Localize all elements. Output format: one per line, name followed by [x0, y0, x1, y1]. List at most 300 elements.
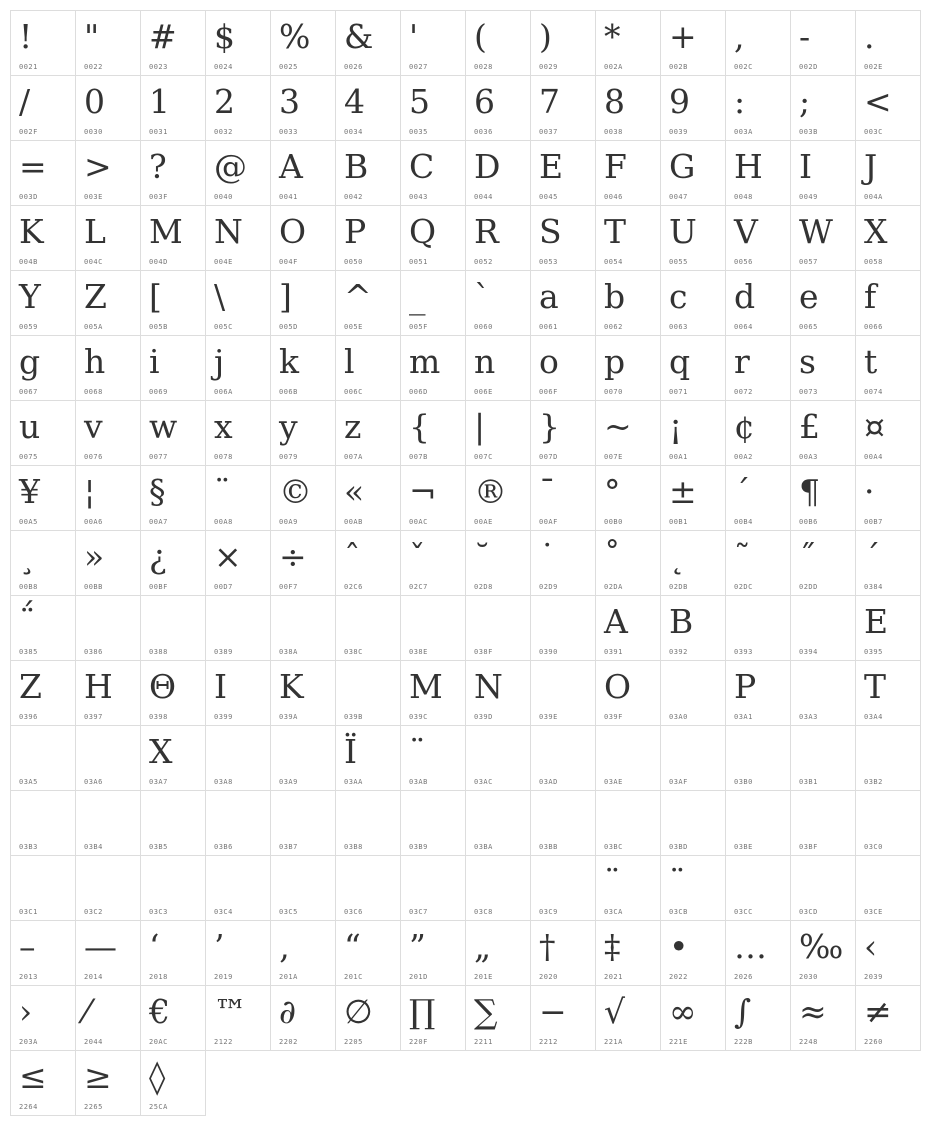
- glyph-character: √: [604, 992, 626, 1031]
- glyph-character: Τ: [864, 667, 887, 706]
- glyph-codepoint: 2248: [799, 1038, 818, 1046]
- glyph-codepoint: 00B1: [669, 518, 688, 526]
- glyph-character: W: [799, 212, 833, 251]
- glyph-character: ∏: [409, 992, 436, 1031]
- glyph-character: ±: [669, 472, 697, 511]
- glyph-codepoint: 03AE: [604, 778, 623, 786]
- glyph-codepoint: 005E: [344, 323, 363, 331]
- glyph-character: °: [604, 472, 621, 511]
- glyph-cell: [206, 986, 271, 1051]
- glyph-character: q: [669, 342, 691, 381]
- glyph-character: o: [539, 342, 559, 381]
- glyph-cell: [401, 986, 466, 1051]
- glyph-cell: [596, 531, 661, 596]
- glyph-character: ?: [149, 147, 167, 186]
- glyph-cell: [466, 271, 531, 336]
- glyph-character: ◊: [149, 1057, 166, 1096]
- glyph-codepoint: 02D8: [474, 583, 493, 591]
- glyph-cell: [856, 466, 921, 531]
- glyph-codepoint: 03A0: [669, 713, 688, 721]
- glyph-codepoint: 006B: [279, 388, 298, 396]
- glyph-cell: [271, 141, 336, 206]
- glyph-cell: [791, 531, 856, 596]
- glyph-codepoint: 03C0: [864, 843, 883, 851]
- glyph-cell: [531, 921, 596, 986]
- glyph-cell: [206, 726, 271, 791]
- glyph-cell: [336, 531, 401, 596]
- glyph-cell: [856, 401, 921, 466]
- glyph-cell: [726, 726, 791, 791]
- glyph-codepoint: 03B3: [19, 843, 38, 851]
- glyph-cell: [11, 401, 76, 466]
- glyph-cell: [466, 661, 531, 726]
- glyph-cell: [661, 401, 726, 466]
- glyph-codepoint: 004B: [19, 258, 38, 266]
- glyph-cell: [531, 76, 596, 141]
- glyph-cell: [661, 336, 726, 401]
- glyph-cell: [11, 466, 76, 531]
- glyph-cell: [401, 336, 466, 401]
- glyph-character: ‘: [149, 927, 160, 966]
- glyph-cell: [11, 336, 76, 401]
- glyph-codepoint: 005F: [409, 323, 428, 331]
- glyph-codepoint: 00BB: [84, 583, 103, 591]
- glyph-cell: [466, 466, 531, 531]
- glyph-character: Ζ: [19, 667, 42, 706]
- glyph-cell: [531, 401, 596, 466]
- glyph-cell: [401, 466, 466, 531]
- glyph-cell: [206, 856, 271, 921]
- glyph-cell: [791, 921, 856, 986]
- glyph-character: ‹: [864, 927, 878, 966]
- glyph-cell: [141, 986, 206, 1051]
- glyph-codepoint: 0074: [864, 388, 883, 396]
- glyph-character: …: [734, 927, 767, 966]
- glyph-codepoint: 0391: [604, 648, 623, 656]
- glyph-codepoint: 0025: [279, 63, 298, 71]
- glyph-codepoint: 00AC: [409, 518, 428, 526]
- glyph-codepoint: 00A4: [864, 453, 883, 461]
- glyph-cell: [271, 11, 336, 76]
- glyph-codepoint: 002C: [734, 63, 753, 71]
- glyph-character: (: [474, 17, 487, 56]
- glyph-codepoint: 0021: [19, 63, 38, 71]
- glyph-cell: [141, 596, 206, 661]
- glyph-cell: [336, 141, 401, 206]
- glyph-grid: [10, 10, 921, 1116]
- glyph-cell: [791, 206, 856, 271]
- glyph-codepoint: 2205: [344, 1038, 363, 1046]
- glyph-cell: [726, 856, 791, 921]
- glyph-codepoint: 004C: [84, 258, 103, 266]
- glyph-codepoint: 02DD: [799, 583, 818, 591]
- glyph-codepoint: 0389: [214, 648, 233, 656]
- glyph-codepoint: 0395: [864, 648, 883, 656]
- glyph-cell: [531, 531, 596, 596]
- glyph-cell: [76, 661, 141, 726]
- glyph-cell: [271, 531, 336, 596]
- glyph-character: U: [669, 212, 697, 251]
- glyph-cell: [141, 271, 206, 336]
- glyph-cell: [856, 726, 921, 791]
- glyph-codepoint: 003C: [864, 128, 883, 136]
- glyph-character: Ε: [864, 602, 889, 641]
- glyph-character: ÷: [279, 537, 307, 576]
- glyph-cell: [206, 661, 271, 726]
- glyph-codepoint: 0032: [214, 128, 233, 136]
- glyph-codepoint: 20AC: [149, 1038, 168, 1046]
- glyph-character: i: [149, 342, 160, 381]
- glyph-character: —: [84, 927, 117, 966]
- glyph-cell: [466, 76, 531, 141]
- glyph-cell: [596, 401, 661, 466]
- glyph-codepoint: 0398: [149, 713, 168, 721]
- glyph-character: ’: [214, 927, 225, 966]
- glyph-character: $: [214, 17, 235, 56]
- glyph-codepoint: 02C6: [344, 583, 363, 591]
- glyph-codepoint: 0056: [734, 258, 753, 266]
- glyph-character: ¸: [19, 537, 36, 576]
- glyph-cell: [726, 531, 791, 596]
- glyph-cell: [206, 401, 271, 466]
- glyph-character: h: [84, 342, 106, 381]
- glyph-character: {: [409, 407, 430, 446]
- glyph-cell: [791, 11, 856, 76]
- glyph-codepoint: 004E: [214, 258, 233, 266]
- glyph-codepoint: 0054: [604, 258, 623, 266]
- glyph-character: ˚: [604, 537, 621, 576]
- glyph-character: b: [604, 277, 626, 316]
- glyph-cell: [206, 141, 271, 206]
- glyph-codepoint: 2022: [669, 973, 688, 981]
- glyph-codepoint: 0027: [409, 63, 428, 71]
- glyph-character: 5: [409, 82, 430, 121]
- glyph-character: ¬: [409, 472, 437, 511]
- glyph-cell: [206, 466, 271, 531]
- glyph-codepoint: 2013: [19, 973, 38, 981]
- glyph-cell: [856, 531, 921, 596]
- glyph-codepoint: 03A3: [799, 713, 818, 721]
- glyph-character: T: [604, 212, 627, 251]
- glyph-cell: [271, 401, 336, 466]
- glyph-codepoint: 0022: [84, 63, 103, 71]
- glyph-character: Α: [604, 602, 628, 641]
- glyph-character: -: [799, 17, 811, 56]
- glyph-cell: [76, 141, 141, 206]
- glyph-codepoint: 03B9: [409, 843, 428, 851]
- glyph-codepoint: 0029: [539, 63, 558, 71]
- glyph-character: m: [409, 342, 441, 381]
- glyph-cell: [466, 401, 531, 466]
- glyph-cell: [726, 466, 791, 531]
- glyph-character: %: [279, 17, 311, 56]
- glyph-codepoint: 0060: [474, 323, 493, 331]
- glyph-character: a: [539, 277, 559, 316]
- glyph-codepoint: 0077: [149, 453, 168, 461]
- glyph-codepoint: 0040: [214, 193, 233, 201]
- glyph-cell: [271, 596, 336, 661]
- glyph-cell: [726, 76, 791, 141]
- glyph-codepoint: 004A: [864, 193, 883, 201]
- glyph-cell: [661, 141, 726, 206]
- glyph-character: ∅: [344, 992, 373, 1031]
- glyph-character: ¨: [409, 732, 426, 771]
- glyph-codepoint: 2212: [539, 1038, 558, 1046]
- glyph-character: ¦: [84, 472, 96, 511]
- glyph-character: Ι: [214, 667, 228, 706]
- glyph-character: S: [539, 212, 562, 251]
- glyph-codepoint: 03A1: [734, 713, 753, 721]
- glyph-codepoint: 2030: [799, 973, 818, 981]
- glyph-codepoint: 0028: [474, 63, 493, 71]
- glyph-character: [: [149, 277, 162, 316]
- glyph-cell: [11, 76, 76, 141]
- glyph-codepoint: 2014: [84, 973, 103, 981]
- glyph-cell: [596, 856, 661, 921]
- glyph-cell: [401, 791, 466, 856]
- glyph-codepoint: 0059: [19, 323, 38, 331]
- glyph-codepoint: 03BE: [734, 843, 753, 851]
- glyph-cell: [141, 726, 206, 791]
- glyph-character: 9: [669, 82, 690, 121]
- glyph-cell: [661, 856, 726, 921]
- glyph-cell: [401, 921, 466, 986]
- glyph-codepoint: 039C: [409, 713, 428, 721]
- glyph-codepoint: 00A8: [214, 518, 233, 526]
- glyph-codepoint: 221E: [669, 1038, 688, 1046]
- glyph-character: ˝: [799, 537, 816, 576]
- glyph-cell: [206, 596, 271, 661]
- glyph-codepoint: 2122: [214, 1038, 233, 1046]
- glyph-codepoint: 002A: [604, 63, 623, 71]
- glyph-character: ): [539, 17, 552, 56]
- glyph-character: 2: [214, 82, 235, 121]
- glyph-codepoint: 02C7: [409, 583, 428, 591]
- glyph-cell: [206, 791, 271, 856]
- glyph-character: w: [149, 407, 178, 446]
- glyph-character: +: [669, 17, 697, 56]
- glyph-codepoint: 007D: [539, 453, 558, 461]
- glyph-cell: [791, 856, 856, 921]
- glyph-codepoint: 03C2: [84, 908, 103, 916]
- glyph-codepoint: 0034: [344, 128, 363, 136]
- glyph-cell: [76, 336, 141, 401]
- glyph-cell: [11, 1051, 76, 1116]
- glyph-character: ΅: [19, 602, 36, 641]
- glyph-codepoint: 00BF: [149, 583, 168, 591]
- glyph-cell: [11, 531, 76, 596]
- glyph-cell: [531, 661, 596, 726]
- glyph-codepoint: 25CA: [149, 1103, 168, 1111]
- glyph-codepoint: 007C: [474, 453, 493, 461]
- glyph-cell: [76, 986, 141, 1051]
- glyph-codepoint: 0024: [214, 63, 233, 71]
- glyph-codepoint: 005C: [214, 323, 233, 331]
- glyph-character: Ρ: [734, 667, 757, 706]
- glyph-character: ¢: [734, 407, 755, 446]
- glyph-codepoint: 007E: [604, 453, 623, 461]
- glyph-cell: [726, 206, 791, 271]
- glyph-character: ⁄: [84, 992, 90, 1031]
- glyph-character: `: [474, 277, 491, 316]
- glyph-codepoint: 003A: [734, 128, 753, 136]
- glyph-codepoint: 007B: [409, 453, 428, 461]
- glyph-codepoint: 00AE: [474, 518, 493, 526]
- glyph-codepoint: 0070: [604, 388, 623, 396]
- glyph-cell: [76, 791, 141, 856]
- glyph-character: *: [604, 17, 621, 56]
- glyph-codepoint: 003F: [149, 193, 168, 201]
- glyph-cell: [596, 271, 661, 336]
- glyph-character: 6: [474, 82, 495, 121]
- glyph-character: z: [344, 407, 362, 446]
- glyph-cell: [76, 11, 141, 76]
- glyph-codepoint: 03C9: [539, 908, 558, 916]
- glyph-character: F: [604, 147, 627, 186]
- glyph-cell: [336, 856, 401, 921]
- glyph-codepoint: 03C5: [279, 908, 298, 916]
- glyph-cell: [11, 271, 76, 336]
- glyph-cell: [466, 531, 531, 596]
- glyph-character: §: [149, 472, 166, 511]
- glyph-character: −: [539, 992, 567, 1031]
- glyph-codepoint: 2021: [604, 973, 623, 981]
- glyph-character: ¡: [669, 407, 683, 446]
- glyph-cell: [531, 466, 596, 531]
- glyph-codepoint: 0041: [279, 193, 298, 201]
- glyph-codepoint: 0068: [84, 388, 103, 396]
- glyph-cell: [531, 986, 596, 1051]
- glyph-cell: [661, 791, 726, 856]
- glyph-cell: [531, 791, 596, 856]
- glyph-codepoint: 039E: [539, 713, 558, 721]
- glyph-cell: [11, 856, 76, 921]
- glyph-character: ∫: [734, 992, 752, 1031]
- glyph-character: ¨: [669, 862, 686, 901]
- glyph-cell: [401, 856, 466, 921]
- glyph-codepoint: 0047: [669, 193, 688, 201]
- glyph-codepoint: 005B: [149, 323, 168, 331]
- glyph-codepoint: 0385: [19, 648, 38, 656]
- glyph-cell: [726, 11, 791, 76]
- glyph-character: k: [279, 342, 299, 381]
- glyph-cell: [76, 466, 141, 531]
- glyph-character: £: [799, 407, 820, 446]
- glyph-cell: [336, 661, 401, 726]
- glyph-character: ”: [409, 927, 426, 966]
- glyph-character: ‡: [604, 927, 621, 966]
- glyph-character: •: [669, 927, 689, 966]
- glyph-cell: [531, 11, 596, 76]
- glyph-character: &: [344, 17, 374, 56]
- glyph-cell: [466, 141, 531, 206]
- glyph-cell: [271, 466, 336, 531]
- glyph-cell: [596, 206, 661, 271]
- glyph-codepoint: 03CB: [669, 908, 688, 916]
- glyph-codepoint: 03CC: [734, 908, 753, 916]
- glyph-codepoint: 220F: [409, 1038, 428, 1046]
- glyph-character: ›: [19, 992, 33, 1031]
- glyph-cell: [791, 791, 856, 856]
- glyph-codepoint: 039D: [474, 713, 493, 721]
- glyph-cell: [466, 921, 531, 986]
- glyph-character: ]: [279, 277, 292, 316]
- glyph-character: r: [734, 342, 750, 381]
- glyph-character: ™: [214, 992, 247, 1031]
- glyph-codepoint: 02D9: [539, 583, 558, 591]
- glyph-cell: [401, 661, 466, 726]
- glyph-cell: [726, 791, 791, 856]
- glyph-character: y: [279, 407, 298, 446]
- glyph-codepoint: 0399: [214, 713, 233, 721]
- glyph-character: ‰: [799, 927, 844, 966]
- glyph-codepoint: 0075: [19, 453, 38, 461]
- glyph-cell: [791, 466, 856, 531]
- glyph-cell: [271, 661, 336, 726]
- glyph-cell: [401, 596, 466, 661]
- glyph-cell: [856, 76, 921, 141]
- glyph-codepoint: 2018: [149, 973, 168, 981]
- glyph-cell: [336, 726, 401, 791]
- glyph-cell: [531, 206, 596, 271]
- glyph-cell: [11, 596, 76, 661]
- glyph-character: ¿: [149, 537, 167, 576]
- glyph-character: n: [474, 342, 496, 381]
- glyph-codepoint: 00A2: [734, 453, 753, 461]
- glyph-codepoint: 2202: [279, 1038, 298, 1046]
- glyph-cell: [661, 661, 726, 726]
- glyph-codepoint: 2020: [539, 973, 558, 981]
- glyph-character: B: [344, 147, 369, 186]
- glyph-character: p: [604, 342, 626, 381]
- glyph-character: †: [539, 927, 556, 966]
- glyph-codepoint: 0384: [864, 583, 883, 591]
- glyph-character: g: [19, 342, 41, 381]
- glyph-cell: [596, 596, 661, 661]
- glyph-codepoint: 03C8: [474, 908, 493, 916]
- glyph-codepoint: 0023: [149, 63, 168, 71]
- glyph-cell: [271, 921, 336, 986]
- glyph-cell: [856, 271, 921, 336]
- glyph-character: Θ: [149, 667, 177, 706]
- glyph-codepoint: 2265: [84, 1103, 103, 1111]
- glyph-character: ˛: [669, 537, 686, 576]
- glyph-character: <: [864, 82, 892, 121]
- glyph-codepoint: 0069: [149, 388, 168, 396]
- glyph-cell: [76, 206, 141, 271]
- glyph-cell: [76, 921, 141, 986]
- glyph-cell: [401, 271, 466, 336]
- glyph-character: 0: [84, 82, 105, 121]
- glyph-codepoint: 222B: [734, 1038, 753, 1046]
- glyph-codepoint: 038E: [409, 648, 428, 656]
- glyph-codepoint: 0057: [799, 258, 818, 266]
- glyph-codepoint: 00A7: [149, 518, 168, 526]
- glyph-codepoint: 038F: [474, 648, 493, 656]
- glyph-codepoint: 03B0: [734, 778, 753, 786]
- glyph-codepoint: 0033: [279, 128, 298, 136]
- glyph-codepoint: 03AD: [539, 778, 558, 786]
- glyph-character: ˆ: [344, 537, 361, 576]
- glyph-cell: [596, 986, 661, 1051]
- glyph-codepoint: 006C: [344, 388, 363, 396]
- glyph-codepoint: 00B6: [799, 518, 818, 526]
- glyph-codepoint: 00D7: [214, 583, 233, 591]
- glyph-codepoint: 03A4: [864, 713, 883, 721]
- glyph-cell: [336, 206, 401, 271]
- glyph-cell: [11, 921, 76, 986]
- glyph-codepoint: 201A: [279, 973, 298, 981]
